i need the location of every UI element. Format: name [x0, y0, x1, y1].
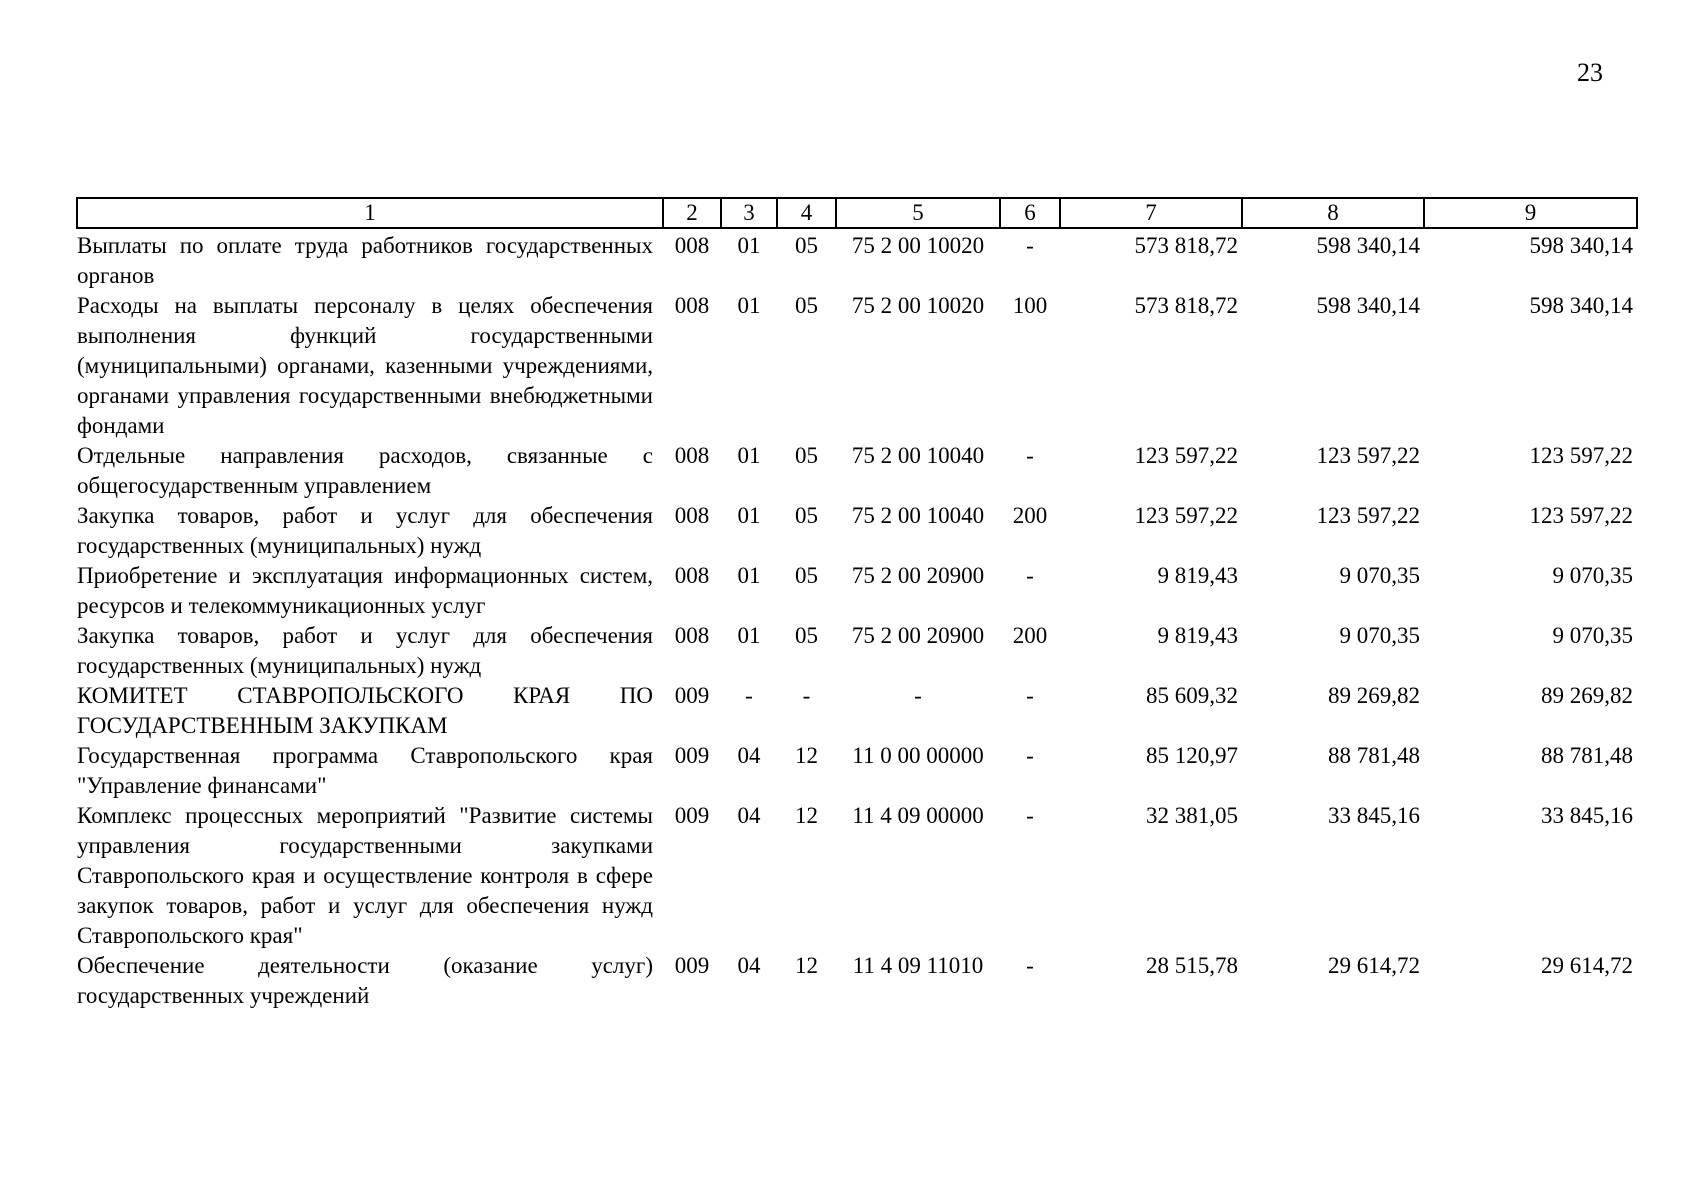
row-expense-type: 200	[1012, 503, 1048, 528]
row-amount-3: 88 781,48	[1541, 743, 1633, 768]
row-amount-2: 123 597,22	[1316, 503, 1420, 528]
table-header-row	[77, 198, 1637, 228]
row-expense-type: -	[1026, 743, 1034, 768]
row-amount-2: 33 845,16	[1328, 803, 1420, 828]
row-admin-code: 008	[674, 233, 710, 258]
column-header-4: 4	[777, 198, 836, 228]
row-name: Отдельные направления расходов, связанные с общегосударственным управлением	[77, 443, 653, 498]
row-admin-code: 008	[674, 563, 710, 588]
row-amount-1: 573 818,72	[1134, 233, 1238, 258]
table-row	[77, 291, 1637, 441]
row-section-code: 01	[737, 623, 761, 648]
row-amount-1: 123 597,22	[1134, 443, 1238, 468]
row-amount-2: 123 597,22	[1316, 443, 1420, 468]
row-amount-3: 598 340,14	[1529, 233, 1633, 258]
row-subsection-code: -	[802, 683, 811, 708]
row-amount-1: 123 597,22	[1134, 503, 1238, 528]
row-section-code: 01	[737, 443, 761, 468]
row-section-code: 04	[737, 953, 761, 978]
column-header-3: 3	[721, 198, 777, 228]
row-admin-code: 008	[674, 623, 710, 648]
row-admin-code: 008	[674, 293, 710, 318]
row-expense-type: -	[1026, 953, 1034, 978]
row-amount-3: 9 070,35	[1552, 623, 1633, 648]
row-target-code: 75 2 00 10040	[851, 503, 985, 528]
row-target-code: 75 2 00 20900	[851, 563, 985, 588]
row-name: Выплаты по оплате труда работников государственных органов	[77, 233, 653, 288]
column-header-2: 2	[663, 198, 721, 228]
row-admin-code: 009	[674, 953, 710, 978]
row-subsection-code: 12	[795, 953, 818, 978]
row-subsection-code: 05	[795, 623, 818, 648]
row-subsection-code: 12	[795, 743, 818, 768]
row-expense-type: -	[1026, 683, 1034, 708]
row-target-code: 11 4 09 00000	[852, 803, 984, 828]
row-section-code: 01	[737, 503, 761, 528]
row-target-code: -	[914, 683, 922, 708]
table-row	[77, 621, 1637, 681]
table-row	[77, 801, 1637, 951]
row-amount-2: 89 269,82	[1328, 683, 1420, 708]
row-amount-2: 598 340,14	[1316, 233, 1420, 258]
row-amount-1: 573 818,72	[1134, 293, 1238, 318]
row-admin-code: 009	[674, 803, 710, 828]
table-row	[77, 681, 1637, 741]
table-row	[77, 561, 1637, 621]
row-expense-type: -	[1026, 563, 1034, 588]
row-target-code: 75 2 00 10020	[851, 233, 985, 258]
row-admin-code: 008	[674, 443, 710, 468]
row-amount-3: 123 597,22	[1529, 443, 1633, 468]
row-amount-3: 123 597,22	[1529, 503, 1633, 528]
row-expense-type: 200	[1012, 623, 1048, 648]
row-subsection-code: 05	[795, 503, 818, 528]
row-expense-type: -	[1026, 803, 1034, 828]
column-header-6: 6	[1000, 198, 1060, 228]
row-name: Закупка товаров, работ и услуг для обеспечения государственных (муниципальных) нужд	[77, 503, 653, 558]
row-section-code: 01	[737, 293, 761, 318]
row-section-code: 04	[737, 743, 761, 768]
row-amount-1: 9 819,43	[1157, 563, 1238, 588]
row-amount-1: 9 819,43	[1157, 623, 1238, 648]
row-name: Государственная программа Ставропольского края "Управление финансами"	[77, 743, 653, 798]
row-target-code: 75 2 00 20900	[851, 623, 985, 648]
row-subsection-code: 05	[795, 233, 818, 258]
row-name: Закупка товаров, работ и услуг для обеспечения государственных (муниципальных) нужд	[77, 623, 653, 678]
table-body	[77, 228, 1637, 1011]
row-section-code: 01	[737, 563, 761, 588]
row-name: Обеспечение деятельности (оказание услуг) государственных учреждений	[77, 953, 653, 1008]
row-name: Приобретение и эксплуатация информационных систем, ресурсов и телекоммуникационных услуг	[77, 563, 653, 618]
row-amount-1: 28 515,78	[1146, 953, 1238, 978]
row-amount-3: 29 614,72	[1541, 953, 1633, 978]
row-expense-type: -	[1026, 233, 1034, 258]
row-name: Комплекс процессных мероприятий "Развитие системы управления государственными закупками Ставропольского края и осуществление контроля в сфере закупок товаров, работ и услуг для обеспечения нужд Ставропольского края"	[77, 803, 653, 948]
row-target-code: 11 4 09 11010	[852, 953, 984, 978]
row-amount-1: 32 381,05	[1146, 803, 1238, 828]
budget-table	[76, 197, 1638, 1011]
row-section-code: 04	[737, 803, 761, 828]
row-amount-3: 33 845,16	[1541, 803, 1633, 828]
row-name: Расходы на выплаты персоналу в целях обеспечения выполнения функций государственными (муниципальными) органами, казенными учреждениями, органами управления государственными внебюджетными фондами	[77, 293, 653, 438]
row-section-code: 01	[737, 233, 761, 258]
row-target-code: 75 2 00 10020	[851, 293, 985, 318]
row-target-code: 11 0 00 00000	[852, 743, 984, 768]
row-amount-2: 88 781,48	[1328, 743, 1420, 768]
table-row	[77, 441, 1637, 501]
row-subsection-code: 05	[795, 563, 818, 588]
row-amount-3: 89 269,82	[1541, 683, 1633, 708]
row-amount-2: 29 614,72	[1328, 953, 1420, 978]
column-header-8: 8	[1242, 198, 1424, 228]
column-header-1: 1	[77, 198, 663, 228]
row-amount-2: 9 070,35	[1339, 563, 1420, 588]
row-subsection-code: 05	[795, 293, 818, 318]
row-admin-code: 008	[674, 503, 710, 528]
row-section-code: -	[745, 683, 753, 708]
column-header-5: 5	[836, 198, 1000, 228]
row-target-code: 75 2 00 10040	[851, 443, 985, 468]
row-expense-type: -	[1026, 443, 1034, 468]
row-subsection-code: 05	[795, 443, 818, 468]
row-admin-code: 009	[674, 683, 710, 708]
table-row	[77, 741, 1637, 801]
row-admin-code: 009	[674, 743, 710, 768]
row-amount-2: 9 070,35	[1339, 623, 1420, 648]
table-row	[77, 501, 1637, 561]
column-header-7: 7	[1060, 198, 1242, 228]
row-amount-2: 598 340,14	[1316, 293, 1420, 318]
table-row	[77, 951, 1637, 1011]
column-header-9: 9	[1424, 198, 1637, 228]
row-amount-1: 85 609,32	[1146, 683, 1238, 708]
table-row	[77, 228, 1637, 291]
row-name: КОМИТЕТ СТАВРОПОЛЬСКОГО КРАЯ ПО ГОСУДАРСТВЕННЫМ ЗАКУПКАМ	[77, 683, 653, 738]
row-amount-1: 85 120,97	[1146, 743, 1238, 768]
row-subsection-code: 12	[795, 803, 818, 828]
row-expense-type: 100	[1012, 293, 1048, 318]
row-amount-3: 598 340,14	[1529, 293, 1633, 318]
page-number: 23	[1577, 58, 1603, 87]
row-amount-3: 9 070,35	[1552, 563, 1633, 588]
